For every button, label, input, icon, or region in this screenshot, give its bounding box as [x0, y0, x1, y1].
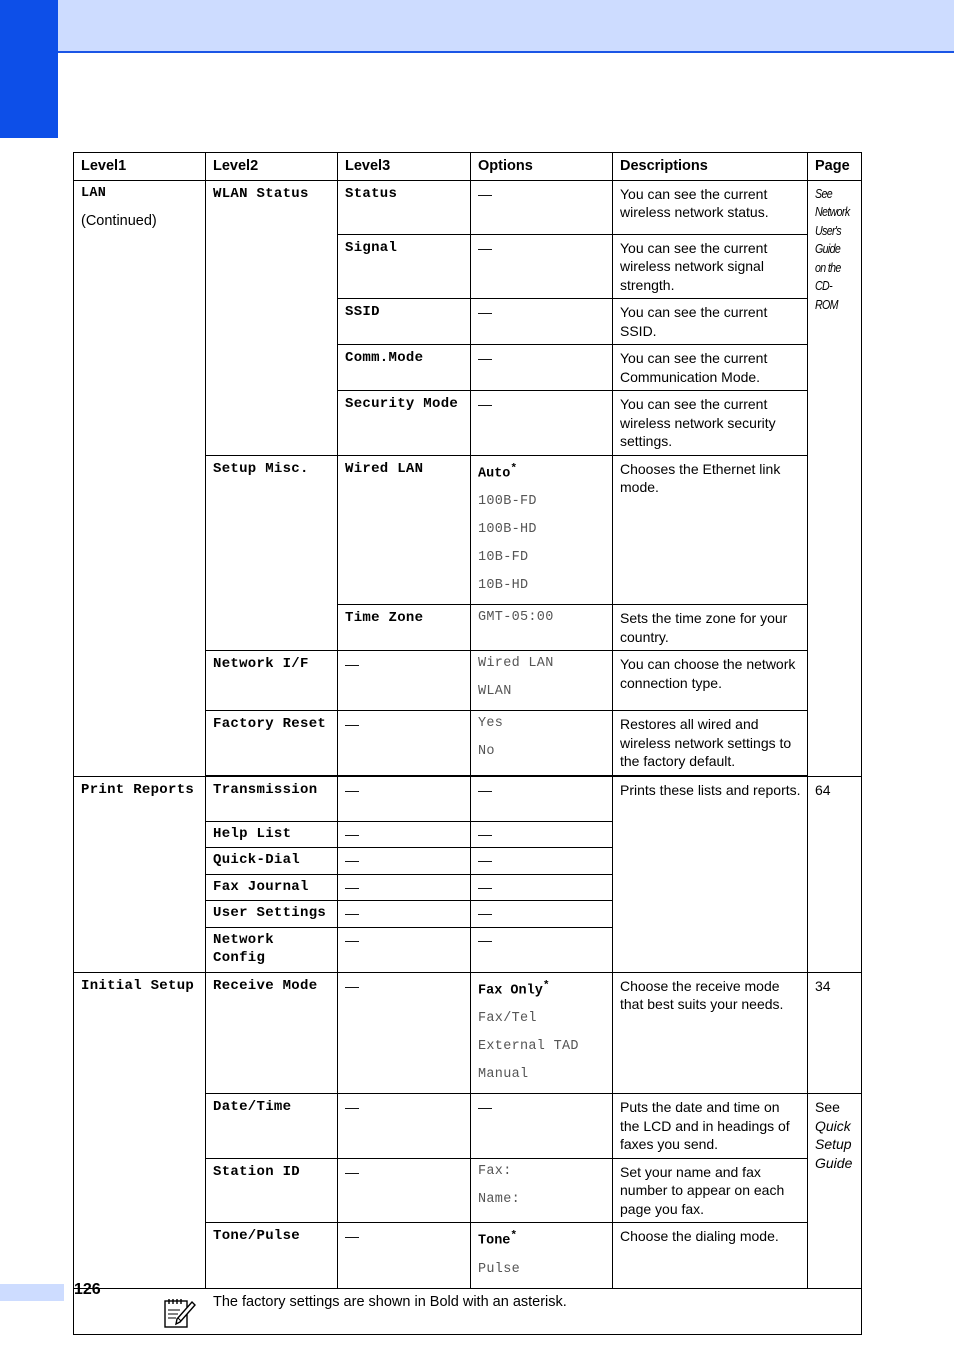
desc-network-if: You can choose the network connection type. [613, 651, 808, 711]
level3-ssid: SSID [338, 299, 471, 345]
options-dash: — [471, 299, 613, 345]
option: No [478, 744, 495, 759]
page-ref-see: See [815, 1099, 840, 1115]
level3-time-zone: Time Zone [338, 605, 471, 651]
options-receive-mode [471, 972, 613, 1094]
options-dash: — [471, 1094, 613, 1159]
level1-print-reports: Print Reports [74, 776, 206, 972]
option: Name: [478, 1191, 521, 1207]
note-text: The factory settings are shown in Bold with an asterisk. [213, 1293, 567, 1310]
page-print-reports: 64 [808, 776, 862, 972]
page-ref-quick-setup [808, 1094, 862, 1289]
header-options: Options [471, 153, 613, 181]
option: Manual [478, 1067, 529, 1082]
note-row [74, 1288, 862, 1334]
note-cell [74, 1288, 862, 1334]
page-ref-line: ROM [815, 297, 838, 313]
desc-receive-mode: Choose the receive mode that best suits your needs. [613, 972, 808, 1094]
level2-user-settings: User Settings [206, 901, 338, 928]
level3-wired-lan: Wired LAN [338, 455, 471, 605]
option: 100B-FD [478, 494, 537, 509]
desc-comm-mode: You can see the current Communication Mode. [613, 345, 808, 391]
page-number: 126 [74, 1281, 101, 1298]
desc-date-time: Puts the date and time on the LCD and in headings of faxes you send. [613, 1094, 808, 1159]
level3-dash: — [338, 848, 471, 875]
header-level3: Level3 [338, 153, 471, 181]
asterisk: * [510, 462, 518, 475]
level1-initial-setup: Initial Setup [74, 972, 206, 1288]
options-dash: — [471, 180, 613, 234]
level2-receive-mode: Receive Mode [206, 972, 338, 1094]
options-dash: — [471, 901, 613, 928]
page-ref-network [808, 180, 862, 776]
level2-factory-reset: Factory Reset [206, 711, 338, 776]
page-ref-line: Guide [815, 241, 841, 257]
options-dash: — [471, 874, 613, 901]
asterisk: * [510, 1230, 518, 1242]
level2-tone-pulse: Tone/Pulse [206, 1223, 338, 1289]
option: 10B-FD [478, 550, 529, 565]
lan-cell [74, 180, 206, 776]
options-dash: — [471, 345, 613, 391]
options-dash: — [471, 776, 613, 821]
level2-quick-dial: Quick-Dial [206, 848, 338, 875]
desc-station-id: Set your name and fax number to appear on each page you fax. [613, 1158, 808, 1223]
level3-dash: — [338, 1094, 471, 1159]
options-network-if [471, 651, 613, 711]
page-ref-line: Guide [815, 1154, 853, 1171]
options-tone-pulse [471, 1223, 613, 1289]
desc-tone-pulse: Choose the dialing mode. [613, 1223, 808, 1289]
header-band [58, 0, 954, 53]
option: Yes [478, 716, 504, 731]
option: Wired LAN [478, 656, 554, 671]
level2-wlan-status: WLAN Status [206, 180, 338, 455]
level2-transmission: Transmission [206, 776, 338, 821]
options-dash: — [471, 821, 613, 848]
default-option: Fax Only [478, 983, 543, 998]
header-level1: Level1 [74, 153, 206, 181]
header-level2: Level2 [206, 153, 338, 181]
level3-signal: Signal [338, 234, 471, 299]
level2-network-if: Network I/F [206, 651, 338, 711]
options-wired-lan [471, 455, 613, 605]
option: Fax: [478, 1163, 512, 1179]
option: 100B-HD [478, 522, 537, 537]
desc-factory-reset: Restores all wired and wireless network settings to the factory default. [613, 711, 808, 776]
level2-station-id: Station ID [206, 1158, 338, 1223]
desc-security-mode: You can see the current wireless network security settings. [613, 391, 808, 456]
options-dash: — [471, 234, 613, 299]
chapter-tab [0, 0, 58, 138]
option: GMT-05:00 [478, 610, 554, 625]
level3-dash: — [338, 927, 471, 972]
continued-label: (Continued) [81, 213, 157, 229]
level3-comm-mode: Comm.Mode [338, 345, 471, 391]
page-receive-mode: 34 [808, 972, 862, 1094]
table-row [74, 972, 862, 1094]
desc-signal: You can see the current wireless network signal strength. [613, 234, 808, 299]
level3-dash: — [338, 901, 471, 928]
options-station-id [471, 1158, 613, 1223]
level2-date-time: Date/Time [206, 1094, 338, 1159]
level3-dash: — [338, 1223, 471, 1289]
options-factory-reset [471, 711, 613, 776]
page-ref-line: See [815, 185, 833, 201]
page-ref-line: User's [815, 222, 841, 238]
page-ref-line: on the [815, 259, 841, 275]
option: Pulse [478, 1261, 521, 1277]
options-time-zone [471, 605, 613, 651]
level2-setup-misc: Setup Misc. [206, 455, 338, 651]
options-dash: — [471, 927, 613, 972]
options-dash: — [471, 391, 613, 456]
level1-lan: LAN [81, 185, 107, 201]
page-ref-line: Quick [815, 1117, 851, 1134]
level3-dash: — [338, 972, 471, 1094]
option: WLAN [478, 684, 512, 699]
level3-dash: — [338, 651, 471, 711]
page-ref-line: CD- [815, 278, 832, 294]
table-row [74, 776, 862, 821]
menu-table [73, 152, 862, 1335]
level2-network-config: Network Config [206, 927, 338, 972]
header-row [74, 153, 862, 181]
page-ref-line: Setup [815, 1136, 852, 1152]
option: Fax/Tel [478, 1011, 537, 1026]
table-row [74, 180, 862, 234]
header-page: Page [808, 153, 862, 181]
level3-dash: — [338, 776, 471, 821]
options-dash: — [471, 848, 613, 875]
desc-print-reports: Prints these lists and reports. [613, 776, 808, 972]
desc-ssid: You can see the current SSID. [613, 299, 808, 345]
level3-dash: — [338, 1158, 471, 1223]
option: 10B-HD [478, 578, 529, 593]
default-option: Tone [478, 1233, 511, 1249]
default-option: Auto [478, 466, 511, 481]
desc-status: You can see the current wireless network status. [613, 180, 808, 234]
footer-band [0, 1284, 64, 1301]
level3-dash: — [338, 711, 471, 776]
option: External TAD [478, 1039, 579, 1054]
page-ref-line: Network [815, 204, 850, 220]
level3-dash: — [338, 874, 471, 901]
level2-help-list: Help List [206, 821, 338, 848]
desc-wired-lan: Chooses the Ethernet link mode. [613, 455, 808, 605]
level3-security-mode: Security Mode [338, 391, 471, 456]
desc-time-zone: Sets the time zone for your country. [613, 605, 808, 651]
level3-status: Status [338, 180, 471, 234]
level2-fax-journal: Fax Journal [206, 874, 338, 901]
header-descriptions: Descriptions [613, 153, 808, 181]
asterisk: * [542, 979, 550, 992]
level3-dash: — [338, 821, 471, 848]
note-pencil-icon [162, 1296, 196, 1330]
